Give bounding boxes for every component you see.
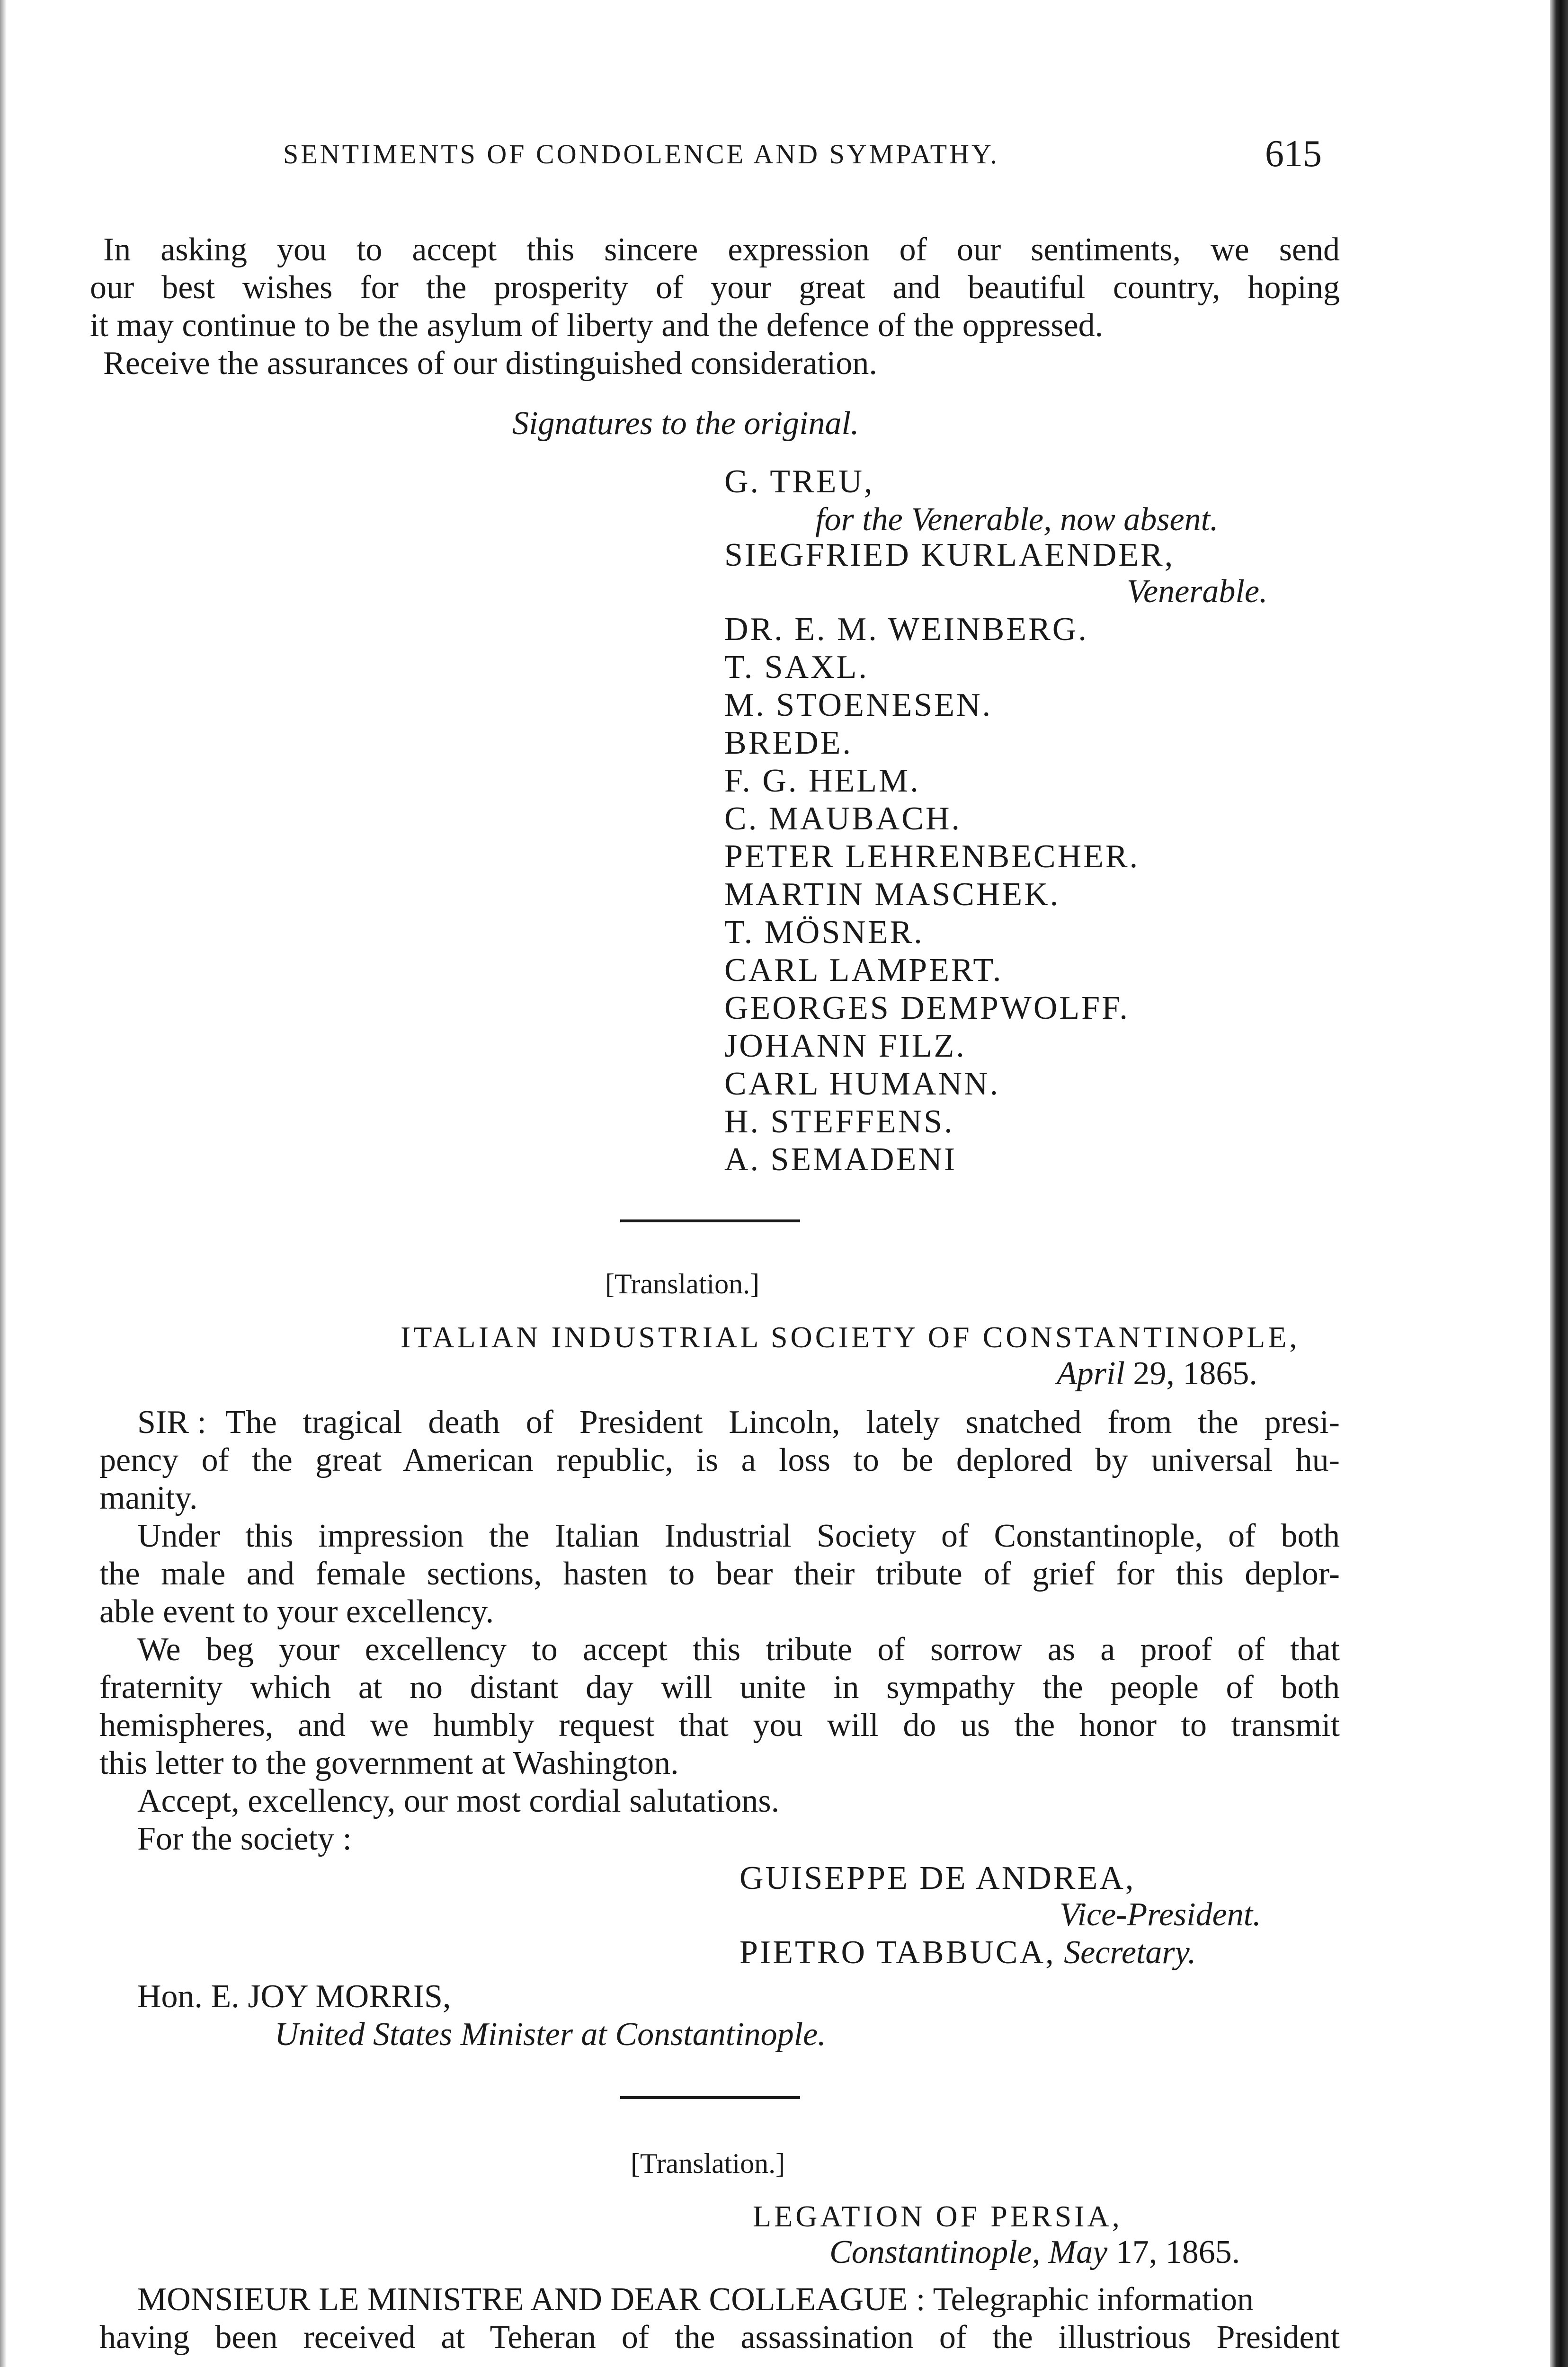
body-line: pency of the great American republic, is a loss to be deplored by universal hu- xyxy=(99,1442,1340,1478)
body-line: manity. xyxy=(99,1480,198,1516)
body-line: We beg your excellency to accept this tribute of sorrow as a proof of that xyxy=(137,1631,1340,1668)
signer-name: BREDE. xyxy=(724,725,853,761)
body-line: able event to your excellency. xyxy=(99,1593,494,1630)
signer-line: PIETRO TABBUCA, Secretary. xyxy=(739,1934,1196,1971)
signer-name: GEORGES DEMPWOLFF. xyxy=(724,990,1130,1026)
signer-name: CARL LAMPERT. xyxy=(724,952,1003,988)
section-rule xyxy=(620,1219,800,1222)
signer-title: Venerable. xyxy=(1127,573,1268,610)
body-line: The tragical death of President Lincoln, lately snatched from the presi- xyxy=(225,1404,1340,1441)
translation-label: [Translation.] xyxy=(631,2148,785,2179)
body-line: Receive the assurances of our distinguished consideration. xyxy=(103,345,877,382)
signer-name: SIEGFRIED KURLAENDER, xyxy=(724,537,1175,573)
signatures-heading: Signatures to the original. xyxy=(512,405,859,442)
signer-name: T. SAXL. xyxy=(724,649,869,685)
page-number: 615 xyxy=(1265,133,1322,175)
signer-name: H. STEFFENS. xyxy=(724,1103,954,1140)
signer-name: PETER LEHRENBECHER. xyxy=(724,838,1140,875)
letter-heading: ITALIAN INDUSTRIAL SOCIETY OF CONSTANTINOPLE, xyxy=(401,1320,1300,1354)
section-rule xyxy=(620,2096,800,2099)
signer-title: Vice-President. xyxy=(1060,1896,1261,1933)
addressee-title: United States Minister at Constantinople. xyxy=(275,2016,826,2053)
running-head: SENTIMENTS OF CONDOLENCE AND SYMPATHY. xyxy=(283,139,999,169)
letter-date: April 29, 1865. xyxy=(1057,1355,1257,1392)
signer-name: JOHANN FILZ. xyxy=(724,1028,966,1064)
addressee-name: Hon. E. JOY MORRIS, xyxy=(137,1978,451,2015)
signer-name: CARL HUMANN. xyxy=(724,1066,1000,1102)
signer-name: A. SEMADENI xyxy=(724,1141,957,1178)
signer-name: G. TREU, xyxy=(724,463,874,500)
scan-left-margin xyxy=(0,0,7,2367)
signer-name: GUISEPPE DE ANDREA, xyxy=(739,1860,1136,1896)
salutation: SIR : xyxy=(137,1404,206,1441)
body-line: having been received at Teheran of the assassination of the illustrious President xyxy=(99,2319,1340,2356)
body-line: hemispheres, and we humbly request that you will do us the honor to transmit xyxy=(99,1707,1340,1744)
body-line: the male and female sections, hasten to bear their tribute of grief for this deplor- xyxy=(99,1556,1340,1592)
body-line: this letter to the government at Washington. xyxy=(99,1745,679,1781)
body-line: our best wishes for the prosperity of your great and beautiful country, hoping xyxy=(90,269,1340,306)
body-line: fraternity which at no distant day will unite in sympathy the people of both xyxy=(99,1669,1340,1706)
signer-name: MARTIN MASCHEK. xyxy=(724,876,1060,913)
body-line: For the society : xyxy=(137,1821,352,1857)
signer-name: M. STOENESEN. xyxy=(724,687,993,723)
body-line: Under this impression the Italian Industrial Society of Constantinople, of both xyxy=(137,1518,1340,1554)
signer-name: C. MAUBACH. xyxy=(724,801,962,837)
signer-name: F. G. HELM. xyxy=(724,763,920,799)
body-line: it may continue to be the asylum of liberty and the defence of the oppressed. xyxy=(90,307,1104,344)
body-line: MONSIEUR LE MINISTRE AND DEAR COLLEAGUE : Telegraphic information xyxy=(137,2281,1254,2318)
body-line: In asking you to accept this sincere expression of our sentiments, we send xyxy=(103,231,1340,268)
scan-binding-edge xyxy=(1550,0,1568,2367)
signer-name: DR. E. M. WEINBERG. xyxy=(724,611,1088,648)
signer-note: for the Venerable, now absent. xyxy=(815,501,1219,538)
letter-heading: LEGATION OF PERSIA, xyxy=(753,2199,1123,2233)
body-line: Accept, excellency, our most cordial salutations. xyxy=(137,1783,780,1819)
signer-name: T. MÖSNER. xyxy=(724,914,924,951)
letter-date: Constantinople, May 17, 1865. xyxy=(829,2234,1240,2270)
translation-label: [Translation.] xyxy=(605,1268,760,1299)
